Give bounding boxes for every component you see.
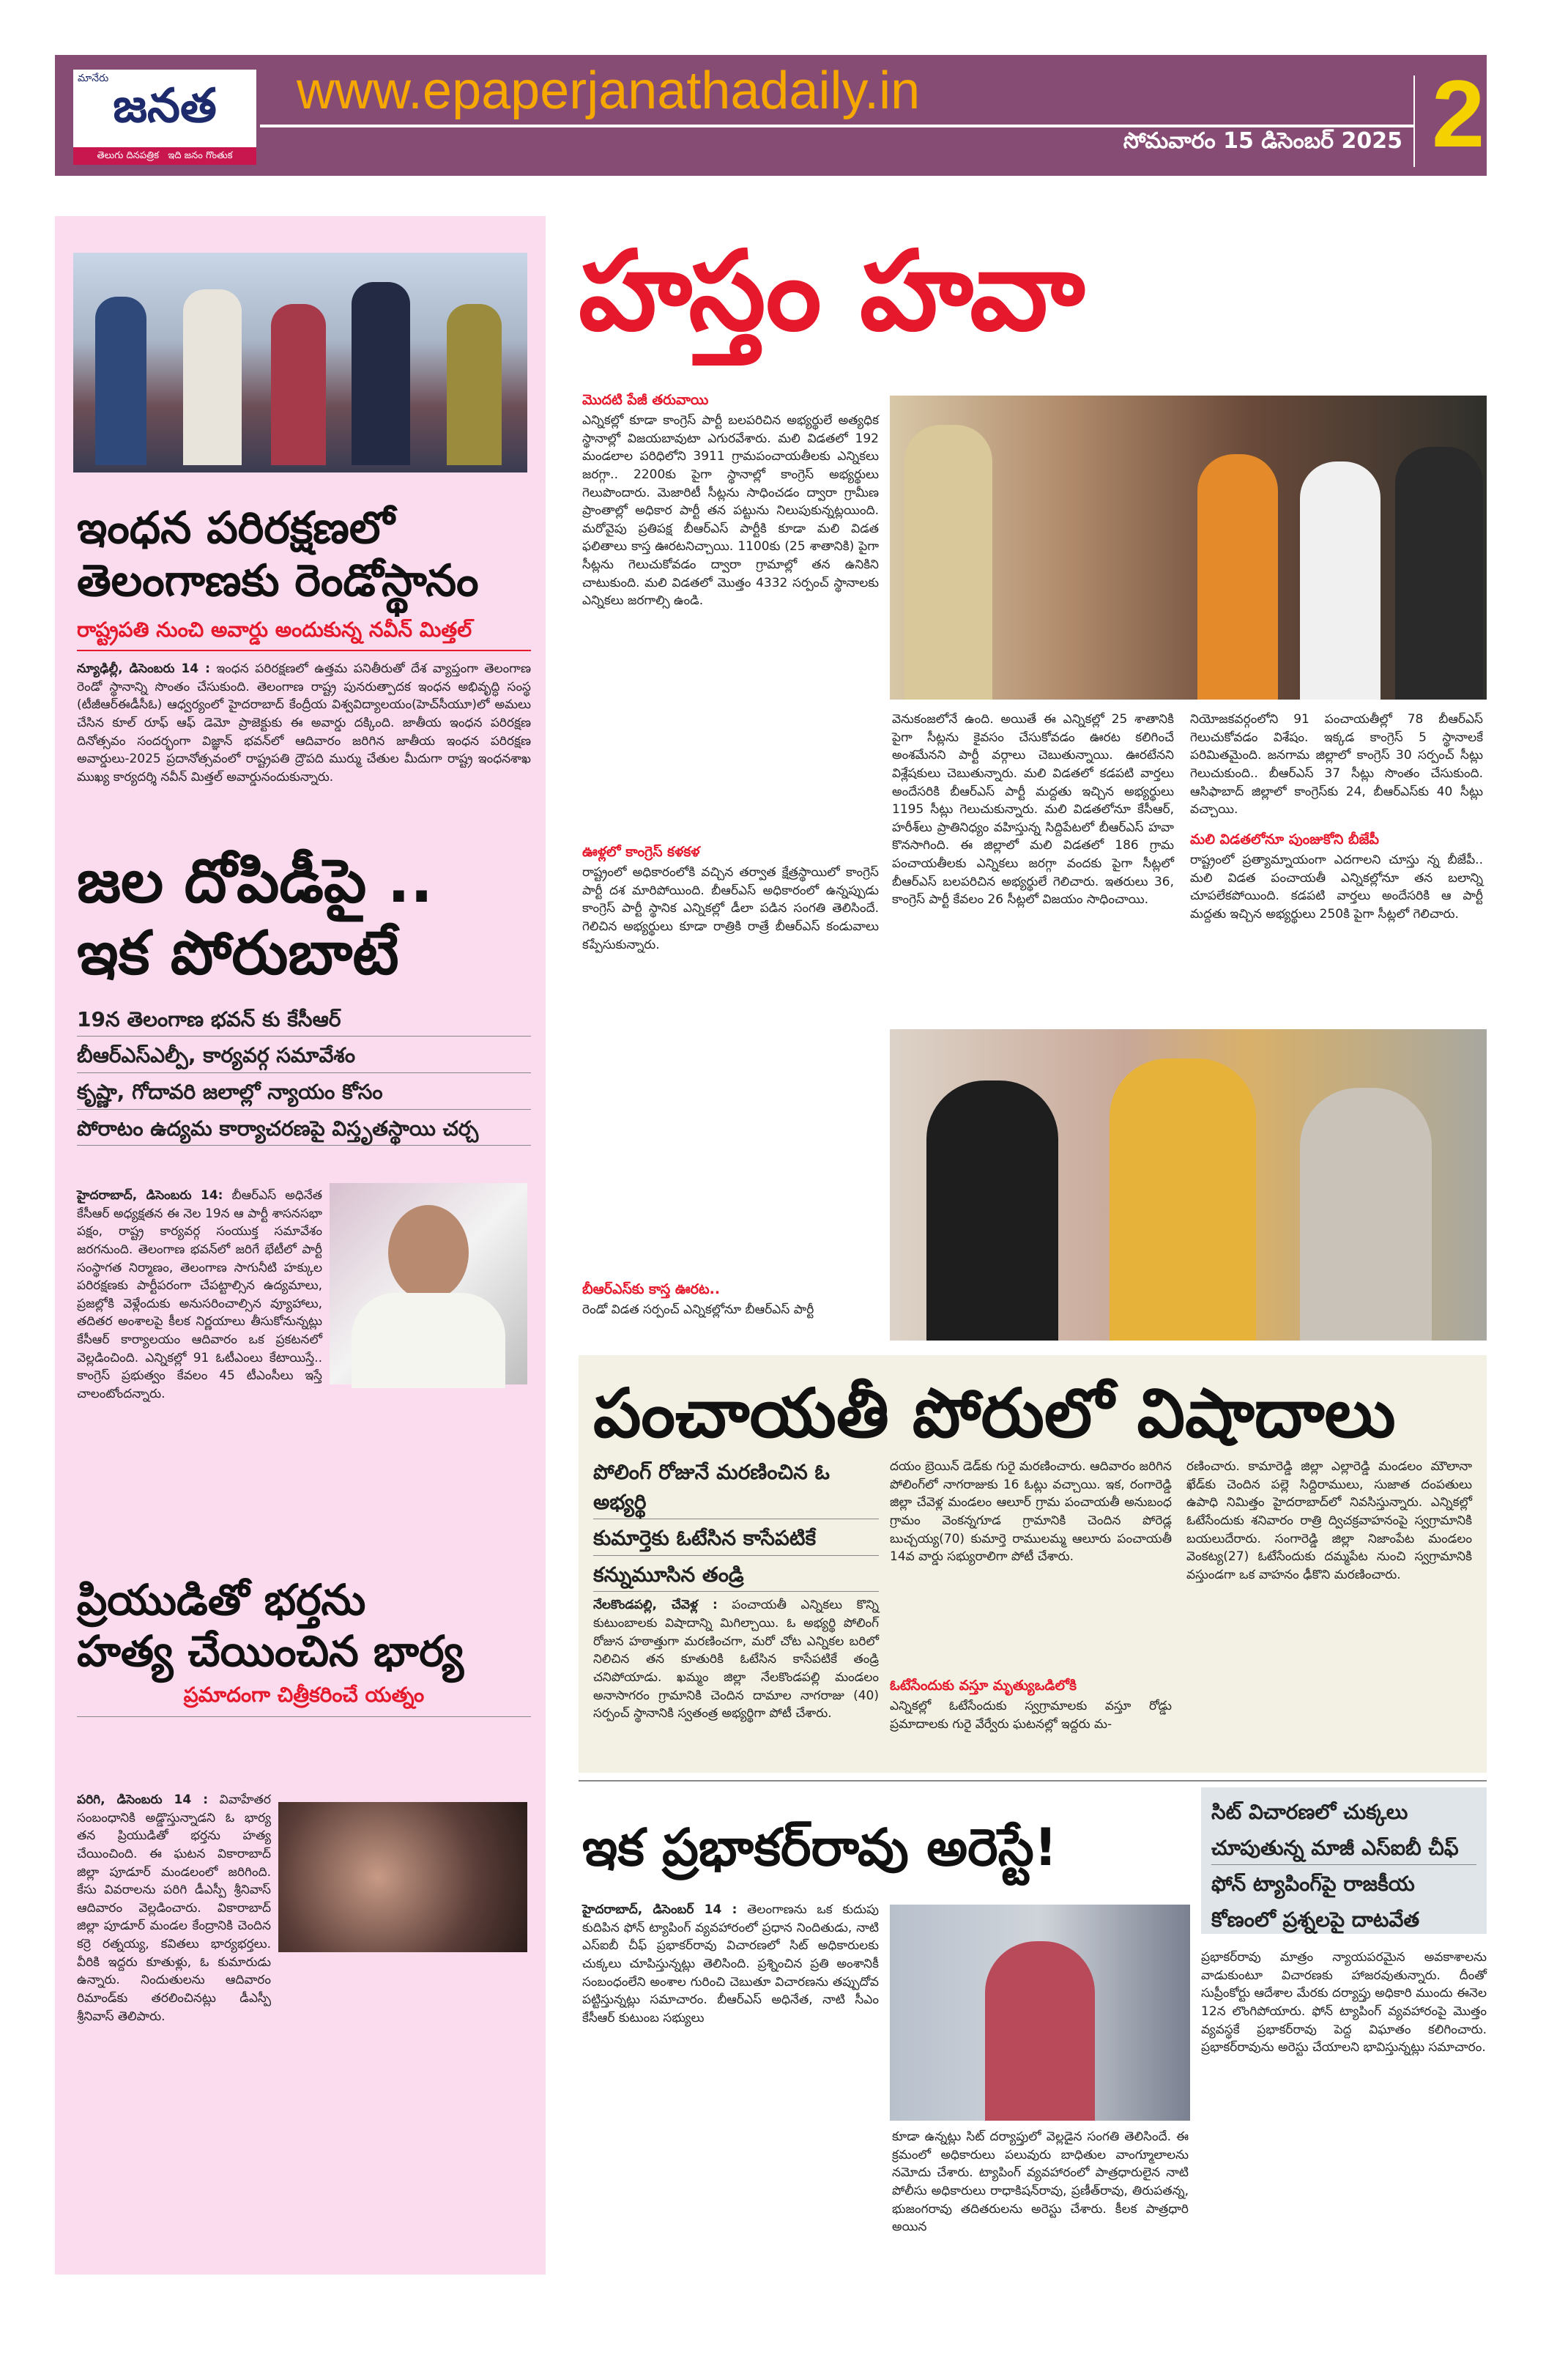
main-article-col1 bbox=[582, 392, 879, 1319]
headline[interactable]: జల దోపిడీపై .. bbox=[77, 847, 434, 916]
divider bbox=[260, 125, 1413, 127]
main-article-col3: నియోజకవర్గంలోని 91 పంచాయతీల్లో 78 బీఆర్‌ఎస్ గెలుచుకోవడం విశేషం. ఇక్కడ కాంగ్రెస్ 5 స్థానాలకే పరిమితమైంది. జనగామ జిల్లాలో కాంగ్రెస్ 30 సర్పంచ్ సీట్లు గెలుచుకుంది.. బీఆర్‌ఎస్ 37 సీట్లు సొంతం చేసుకుంది. ఆసిఫాబాద్ జిల్లాలో కాంగ్రెస్‌కు 24, బీఆర్‌ఎస్‌కు 40 సీట్లు వచ్చాయి. మలి విడతలోనూ పుంజుకోని బీజేపీ రాష్ట్రంలో ప్రత్యామ్నాయంగా ఎదగాలని చూస్తు న్న బీజేపీ.. మలి విడత పంచాయతీ ఎన్నికల్లోనూ తన బలాన్ని చూపలేకపోయింది. కడపటి వార్తలు అందేసరికి ఆ పార్టీ మద్దతు ఇచ్చిన అభ్యర్థులు 250కి పైగా సీట్లలో గెలిచారు. bbox=[1190, 712, 1483, 922]
headline[interactable]: తెలంగాణకు రెండోస్థానం bbox=[77, 555, 479, 607]
article-body: పంచాయతీ ఎన్నికలు కొన్ని కుటుంబాలకు విషాదాన్ని మిగిల్చాయి. ఓ అభ్యర్థి పోలింగ్ రోజున హఠాత్తుగా మరణించగా, మరో చోట ఎన్నికల బరిలో నిలిచిన తన కూతురికి ఓటేసిన కాసేపటికే తండ్రి చనిపోయాడు. ఖమ్మం జిల్లా నేలకొండపల్లి మండలం అనాసాగరం గ్రామానికి చెందిన దామాల నాగరాజు (40) సర్పంచ్ స్థానానికి స్వతంత్ర అభ్యర్థిగా పోటీ చేశారు. bbox=[593, 1598, 879, 1721]
voters-queue-photo bbox=[890, 396, 1487, 700]
article-body: హైదరాబాద్, డిసెంబర్ 14 : తెలంగాణను ఒక కుదుపు కుదిపిన ఫోన్ ట్యాపింగ్ వ్యవహారంలో ప్రధాన నిందితుడు, నాటి ఎస్ఐబీ చీఫ్ ప్రభాకర్‌రావు విచారణలో సిట్ అధికారులకు చుక్కలు చూపిస్తున్నట్లు తెలిసింది. ప్రశ్నించిన ప్రతి అంశానికీ సంబంధంలేని అంశాల గురించి చెబుతూ విచారణను తప్పుదోవ పట్టిస్తున్నట్లు సమాచారం. బీఆర్‌ఎస్ అధినేత, నాటి సీఎం కేసీఆర్ కుటుంబ సభ్యులు bbox=[582, 1902, 879, 2025]
article-body: ఇంధన పరిరక్షణలో ఉత్తమ పనితీరుతో దేశ వ్యాప్తంగా తెలంగాణ రెండో స్థానాన్ని సొంతం చేసుకుంది. తెలంగాణ రాష్ట్ర పునరుత్పాదక ఇంధన అభివృద్ధి సంస్థ (టీజీఆర్ఈడీసీఓ) ఆధ్వర్యంలో హైదరాబాద్ కేంద్రీయ విశ్వవిద్యాలయం(హెచ్‌సీయూ)లో అమలు చేసిన కూల్ రూఫ్ ఆఫ్ డెమో ప్రాజెక్టుకు ఈ అవార్డు దక్కింది. జాతీయ ఇంధన పరిరక్షణ దినోత్సవం సందర్భంగా విజ్ఞాన్ భవన్‌లో ఆదివారం జరిగిన జాతీయ ఇంధన పరిరక్షణ అవార్డులు-2025 ప్రదానోత్సవంలో రాష్ట్రపతి ద్రౌపది ముర్ము చేతుల మీదుగా రాష్ట్ర ఇంధనశాఖ ముఖ్య కార్యదర్శి నవీన్ మిత్తల్ అవార్డునందుకున్నారు. bbox=[77, 661, 531, 785]
headline[interactable]: హత్య చేయించిన భార్య bbox=[77, 1625, 464, 1676]
subheadline: ఓటేసేందుకు వస్తూ మృత్యుఒడిలోకి bbox=[890, 1678, 1077, 1694]
headline[interactable]: ప్రియుడితో భర్తను bbox=[77, 1575, 366, 1625]
story-murder bbox=[77, 1575, 531, 1717]
subheadline: కుమార్తెకు ఓటేసిన కాసేపటికే bbox=[593, 1524, 879, 1556]
logo-tagline: తెలుగు దినపత్రిక ఇది జనం గొంతుక bbox=[73, 147, 256, 165]
article-body: కూడా ఉన్నట్లు సిట్ దర్యాప్తులో వెల్లడైన సంగతి తెలిసిందే. ఈ క్రమంలో అధికారులు పలువురు బాధితుల వాంగ్మూలాలను నమోదు చేశారు. ట్యాపింగ్ వ్యవహారంలో పాత్రధారులైన నాటి పోలీసు అధికారులు రాధాకిషన్‌రావు, ప్రణీత్‌రావు, తిరుపతన్న, భుజంగరావు తదితరులను అరెస్టు చేశారు. కీలక పాత్రధారి అయిన bbox=[892, 2129, 1189, 2235]
article-body: ప్రభాకర్‌రావు మాత్రం న్యాయపరమైన అవకాశాలను వాడుకుంటూ విచారణకు హాజరవుతున్నారు. దీంతో సుప్రీంకోర్టు ఆదేశాల మేరకు దర్యాప్తు అధికారి ముందు ఈనెల 12న లొంగిపోయారు. ఫోన్ ట్యాపింగ్ వ్యవహారంపై మొత్తం వ్యవస్థకే ప్రభాకర్‌రావు పెద్ద విఘాతం కలిగించారు. ప్రభాకర్‌రావును అరెస్టు చేయాలని భావిస్తున్నట్లు సమాచారం. bbox=[1201, 1950, 1487, 2055]
article-body: ఎన్నికల్లో ఓటేసేందుకు స్వగ్రామాలకు వస్తూ రోడ్డు ప్రమాదాలకు గురై వేర్వేరు ఘటనల్లో ఇద్దరు మ- bbox=[890, 1699, 1172, 1732]
page-number: 2 bbox=[1432, 60, 1485, 167]
newspaper-logo[interactable] bbox=[73, 70, 256, 165]
issue-date: సోమవారం 15 డిసెంబర్ 2025 bbox=[1123, 128, 1402, 154]
main-headline[interactable]: హస్తం హవా bbox=[579, 228, 1085, 355]
kcr-photo bbox=[330, 1183, 527, 1384]
crime-scene-photo bbox=[278, 1802, 527, 1952]
article-body: రణించారు. కామారెడ్డి జిల్లా ఎల్లారెడ్డి మండలం మౌలానా ఖేడ్‌కు చెందిన పల్లె సిద్దిరాములు, సుజాత దంపతులు ఉపాధి నిమిత్తం హైదరాబాద్‌లో నివసిస్తున్నారు. ఎన్నికల్లో ఓటేసేందుకు శనివారం రాత్రి ద్విచక్రవాహనంపై స్వగ్రామానికి బయలుదేరారు. సంగారెడ్డి జిల్లా నిజాంపేట మండలం వెంకట్య(27) ఓటేసేందుకు దమ్మపేట నుంచి స్వగ్రామానికి వస్తుండగా ఒక వాహనం ఢీకొని మరణించారు. bbox=[1186, 1459, 1472, 1582]
headline[interactable]: ఇక ప్రభాకర్‌రావు అరెస్టే! bbox=[582, 1817, 1058, 1877]
subheadline: ప్రమాదంగా చిత్రీకరించే యత్నం bbox=[77, 1683, 531, 1717]
subheadline: పోలింగ్ రోజునే మరణించిన ఓ అభ్యర్థి bbox=[593, 1458, 879, 1519]
story-energy-award bbox=[77, 502, 531, 832]
subheadline: పోరాటం ఉద్యమ కార్యాచరణపై విస్తృతస్థాయి చర్చ bbox=[77, 1114, 531, 1146]
article-body-murder: పరిగి, డిసెంబరు 14 : వివాహేతర సంబంధానికి అడ్డొస్తున్నాడని ఓ భార్య తన ప్రియుడితో భర్తను హత్య చేయించింది. ఈ ఘటన వికారాబాద్ జిల్లా పూడూర్ మండలంలో జరిగింది. కేసు వివరాలను పరిగి డీఎస్పీ శ్రీనివాస్ ఆదివారం వెల్లడించారు. వికారాబాద్ జిల్లా పూడూర్ మండల కేంద్రానికి చెందిన కర్రె రత్నయ్య, కవితలు భార్యభర్తలు. వీరికి ఇద్దరు కూతుళ్లు, ఓ కుమారుడు ఉన్నారు. నిందుతులను ఆదివారం రిమాండ్‌కు తరలించినట్లు డీఎస్పీ శ్రీనివాస్ తెలిపారు. bbox=[77, 1793, 271, 2024]
masthead bbox=[55, 55, 1487, 176]
kicker: మొదటి పేజీ తరువాయి bbox=[582, 392, 709, 408]
headline[interactable]: ఇక పోరుబాటే bbox=[77, 919, 399, 989]
article-body: దయం బ్రెయిన్ డెడ్‌కు గురై మరణించారు. ఆదివారం జరిగిన పోలింగ్‌లో నాగరాజుకు 16 ఓట్లు వచ్చాయి. ఇక, రంగారెడ్డి జిల్లా చేవెళ్ల మండలం ఆలూర్ గ్రామ పంచాయతీ అనుబంధ గ్రామం వెంకన్నగూడ గ్రామానికి చెందిన పోరెడ్ల బుచ్చయ్య(70) కుమార్తె రాములమ్మ ఆలూరు పంచాయతీ 14వ వార్డు సభ్యురాలిగా పోటీ చేశారు. bbox=[890, 1459, 1172, 1565]
sidebar-box: సిట్ విచారణలో చుక్కలు చూపుతున్న మాజీ ఎస్ఐబీ చీఫ్ ఫోన్ ట్యాపింగ్‌పై రాజకీయ కోణంలో ప్రశ్నలపై దాటవేత bbox=[1201, 1787, 1487, 1934]
subheadline: బీఆర్‌ఎస్‌ఎల్పీ, కార్యవర్గ సమావేశం bbox=[77, 1041, 531, 1073]
headline[interactable]: పంచాయతీ పోరులో విషాదాలు bbox=[593, 1374, 1396, 1453]
article-body-kcr: హైదరాబాద్, డిసెంబరు 14: బీఆర్‌ఎస్ అధినేత కేసీఆర్ అధ్యక్షతన ఈ నెల 19న ఆ పార్టీ శాసనసభా పక్షం, రాష్ట్ర కార్యవర్గ సంయుక్త సమావేశం జరగనుంది. తెలంగాణ భవన్‌లో జరిగే భేటీలో పార్టీ సంస్థాగత నిర్మాణం, తెలంగాణ సాగునీటి హక్కుల పరిరక్షణకు పార్టీపరంగా చేపట్టాల్సిన ఉద్యమాలు, ప్రజల్లోకి వెళ్లేందుకు అనుసరించాల్సిన వ్యూహాలు, తదితర అంశాలపై కీలక నిర్ణయాలు తీసుకోనున్నట్లు కేసీఆర్ కార్యాలయం ఆదివారం ఒక ప్రకటనలో వెల్లడించింది. ఎన్నికల్లో 91 ఓటీఎంలు కేటాయిస్తే.. కాంగ్రెస్ ప్రభుత్వం కేవలం 45 టీఎంసీలు ఇస్తే చాలంటోందన్నారు. bbox=[77, 1188, 322, 1402]
story-water-protest bbox=[77, 846, 531, 1150]
subheadline: కన్నుమూసిన తండ్రి bbox=[593, 1560, 879, 1593]
subheadline: కృష్ణా, గోదావరి జలాల్లో న్యాయం కోసం bbox=[77, 1078, 531, 1110]
main-article-col2: వెనుకంజలోనే ఉంది. అయితే ఈ ఎన్నికల్లో 25 శాతానికి పైగా సీట్లను కైవసం చేసుకోవడం ఊరట కలిగించే అంశమేనని పార్టీ వర్గాలు చెబుతున్నాయి. ఊరటేనని విశ్లేషకులు చెబుతున్నారు. మలి విడతలో కడపటి వార్తలు అందేసరికి బీఆర్‌ఎస్ పార్టీ మద్దతు ఇచ్చిన అభ్యర్థులు 1195 సీట్లు గెలుచుకున్నారు. మలి విడతలోనూ కేసీఆర్, హరీశ్‌లు ప్రాతినిధ్యం వహిస్తున్న సిద్దిపేటలో బీఆర్‌ఎస్ హవా కొనసాగింది. ఈ జిల్లాలో మలి విడతలో 186 గ్రామ పంచాయతీలకు ఎన్నికలు జరగ్గా వందకు పైగా సీట్లలో బీఆర్‌ఎస్ బలపరిచిన అభ్యర్థులే గెలిచారు. ఇతరులు 36, కాంగ్రెస్ పార్టీ కేవలం 26 సీట్లలో విజయం సాధించాయి. bbox=[892, 712, 1174, 908]
article-body: రాష్ట్రంలో అధికారంలోకి వచ్చిన తర్వాత క్షేత్రస్థాయిలో కాంగ్రెస్ పార్టీ దశ మారిపోయింది. బీఆర్‌ఎస్ అధికారంలో ఉన్నప్పుడు కాంగ్రెస్ పార్టీ స్థానిక ఎన్నికల్లో డీలా పడిన సంగతి తెలిసిందే. గెలిచిన అభ్యర్థులు కూడా రాత్రికి రాత్రే బీఆర్‌ఎస్ కండువాలు కప్పేసుకున్నారు. bbox=[582, 865, 879, 952]
prabhakar-rao-photo bbox=[890, 1905, 1190, 2121]
logo-title: జనత bbox=[113, 79, 217, 133]
divider bbox=[579, 1780, 1487, 1782]
subheadline: ఊళ్లలో కాంగ్రెస్ కళకళ bbox=[582, 844, 700, 860]
logo-small-text: మానేరు bbox=[78, 73, 109, 84]
award-ceremony-photo bbox=[73, 253, 527, 472]
subheadline: 19న తెలంగాణ భవన్ కు కేసీఆర్ bbox=[77, 1005, 531, 1037]
dateline: న్యూఢిల్లీ, డిసెంబరు 14 : bbox=[77, 661, 210, 676]
panchayat-story-box bbox=[579, 1355, 1487, 1773]
subheadline: రాష్ట్రపతి నుంచి అవార్డు అందుకున్న నవీన్ మిత్తల్ bbox=[77, 618, 531, 651]
article-body: ఎన్నికల్లో కూడా కాంగ్రెస్ పార్టీ బలపరిచిన అభ్యర్థులే అత్యధిక స్థానాల్లో విజయబావుటా ఎగురవేశారు. మలి విడతలో 192 మండలాల పరిధిలోని 3911 గ్రామపంచాయతీలకు ఎన్నికలు జరగ్గా.. 2200కు పైగా స్థానాల్లో కాంగ్రెస్ అభ్యర్థులు గెలుపొందారు. మెజారిటీ సీట్లను సాధించడం ద్వారా గ్రామీణ ప్రాంతాల్లో అధికార పార్టీ తన పట్టును నిలుపుకున్నట్లయింది. మరోవైపు ప్రతిపక్ష బీఆర్‌ఎస్ పార్టీకి కూడా మలి విడత ఫలితాలు కాస్త ఊరటనిచ్చాయి. 1100కు (25 శాతానికి) పైగా సీట్లను గెలుచుకోవడం ద్వారా గ్రామాల్లో తన ఉనికిని చాటుకుంది. మలి విడతలో మొత్తం 4332 సర్పంచ్ స్థానాలకు ఎన్నికలు జరగాల్సి ఉండి. bbox=[582, 413, 879, 609]
dateline: నేలకొండపల్లి, చేవెళ్ల : bbox=[593, 1598, 718, 1613]
headline[interactable]: ఇంధన పరిరక్షణలో bbox=[77, 503, 395, 554]
website-url[interactable]: www.epaperjanathadaily.in bbox=[297, 62, 921, 120]
subheadline: మలి విడతలోనూ పుంజుకోని బీజేపీ bbox=[1190, 831, 1380, 848]
article-body: రెండో విడత సర్పంచ్ ఎన్నికల్లోనూ బీఆర్‌ఎస్ పార్టీ bbox=[582, 1302, 814, 1317]
subheadline: బీఆర్‌ఎస్‌కు కాస్త ఊరట.. bbox=[582, 1281, 721, 1297]
divider bbox=[1413, 75, 1415, 167]
women-voters-photo bbox=[890, 1029, 1487, 1341]
